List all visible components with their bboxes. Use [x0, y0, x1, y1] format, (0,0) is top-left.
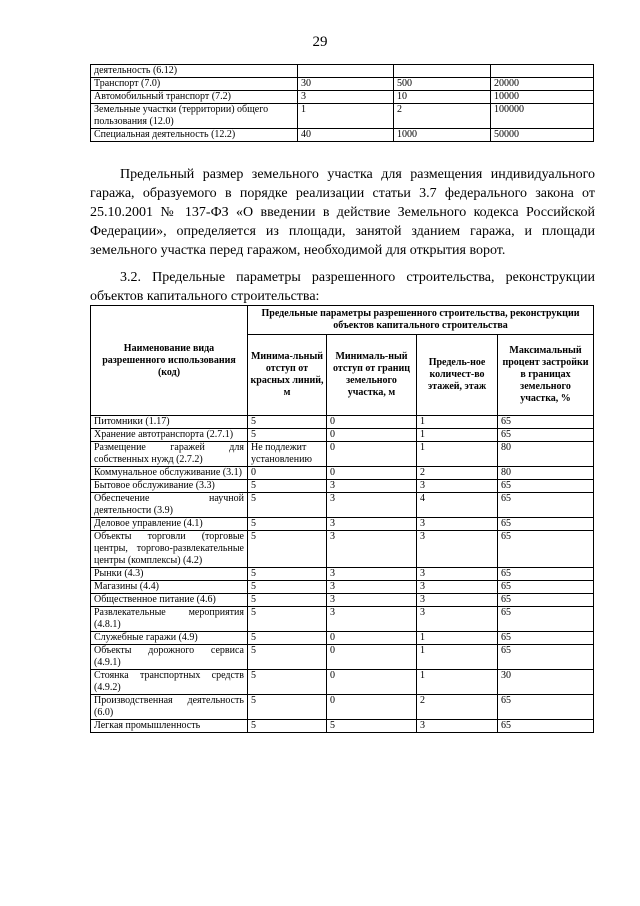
row-name-cell: Развлекательные мероприятия (4.8.1) [91, 607, 248, 632]
row-value-cell: 3 [417, 607, 498, 632]
row-value-cell: 10000 [491, 91, 594, 104]
table-row [91, 632, 594, 645]
row-value-cell: 0 [327, 467, 417, 480]
row-value-cell: 3 [417, 480, 498, 493]
row-value-cell: 3 [327, 480, 417, 493]
table-row [91, 493, 594, 518]
header-use-type: Наименование вида разрешенного использования (код) [91, 306, 248, 416]
row-value-cell [491, 65, 594, 78]
row-name-cell: деятельность (6.12) [91, 65, 298, 78]
row-value-cell: 30 [298, 78, 394, 91]
row-value-cell: 1 [417, 670, 498, 695]
row-value-cell: 65 [498, 416, 594, 429]
row-value-cell: 0 [327, 695, 417, 720]
row-value-cell: 1 [417, 416, 498, 429]
row-value-cell: 65 [498, 493, 594, 518]
row-value-cell: 0 [327, 429, 417, 442]
row-value-cell [394, 65, 491, 78]
row-value-cell: 5 [248, 416, 327, 429]
row-value-cell: 2 [394, 104, 491, 129]
table-row [91, 467, 594, 480]
row-value-cell: 30 [498, 670, 594, 695]
row-value-cell: 65 [498, 695, 594, 720]
top-table [90, 64, 594, 142]
parameters-table-body [91, 416, 594, 733]
row-value-cell: 5 [248, 531, 327, 568]
row-value-cell: 2 [417, 695, 498, 720]
row-name-cell: Легкая промышленность [91, 720, 248, 733]
row-name-cell: Стоянка транспортных средств (4.9.2) [91, 670, 248, 695]
row-name-cell: Деловое управление (4.1) [91, 518, 248, 531]
table-row [91, 429, 594, 442]
paragraph-section-3-2-text: 3.2. Предельные параметры разрешенного строительства, реконструкции объектов капитального строительства: [90, 270, 595, 304]
header-max-floors: Предель-ное количест-во этажей, этаж [417, 335, 498, 416]
row-value-cell: 0 [327, 442, 417, 467]
table-row [91, 594, 594, 607]
top-table-body [91, 65, 594, 142]
row-value-cell: 5 [248, 632, 327, 645]
row-value-cell: 1 [417, 632, 498, 645]
row-value-cell: 5 [248, 568, 327, 581]
row-value-cell: 65 [498, 581, 594, 594]
paragraph-section-3-2 [90, 268, 595, 306]
row-name-cell: Земельные участки (территории) общего пользования (12.0) [91, 104, 298, 129]
paragraph-garage-size [90, 165, 595, 260]
row-value-cell: 3 [327, 607, 417, 632]
row-name-cell: Размещение гаражей для собственных нужд (2.7.2) [91, 442, 248, 467]
row-name-cell: Магазины (4.4) [91, 581, 248, 594]
table-row [91, 581, 594, 594]
row-value-cell: 3 [327, 568, 417, 581]
table-row [91, 607, 594, 632]
header-parameters-group: Предельные параметры разрешенного строительства, реконструкции объектов капитального строительства [248, 306, 594, 335]
row-value-cell: 3 [327, 493, 417, 518]
row-value-cell: 65 [498, 568, 594, 581]
table-row [91, 442, 594, 467]
row-value-cell: 5 [248, 645, 327, 670]
row-name-cell: Коммунальное обслуживание (3.1) [91, 467, 248, 480]
row-value-cell: Не подлежит установлению [248, 442, 327, 467]
row-value-cell: 500 [394, 78, 491, 91]
header-max-coverage: Максимальный процент застройки в границах земельного участка, % [498, 335, 594, 416]
top-table-row [91, 91, 594, 104]
row-value-cell: 10 [394, 91, 491, 104]
row-value-cell: 5 [248, 695, 327, 720]
header-red-line-setback: Минима-льный отступ от красных линий, м [248, 335, 327, 416]
row-value-cell: 65 [498, 518, 594, 531]
row-value-cell: 3 [327, 518, 417, 531]
row-value-cell: 1 [298, 104, 394, 129]
row-value-cell: 3 [298, 91, 394, 104]
row-value-cell: 65 [498, 531, 594, 568]
row-value-cell: 0 [327, 416, 417, 429]
row-value-cell: 80 [498, 442, 594, 467]
table-row [91, 416, 594, 429]
row-name-cell: Объекты дорожного сервиса (4.9.1) [91, 645, 248, 670]
table-row [91, 531, 594, 568]
page-number: 29 [312, 34, 328, 50]
row-value-cell: 1 [417, 442, 498, 467]
paragraph-garage-size-text: Предельный размер земельного участка для размещения индивидуального гаража, образуемого в порядке реализации статьи 3.7 федерального закона от 25.10.2001 № 137-ФЗ «О введении в действие Земельного кодекса Российской Федерации», определяется из площади, занятой зданием гаража, и площади земельного участка перед гаражом, необходимой для открытия ворот. [90, 167, 595, 258]
row-value-cell: 65 [498, 594, 594, 607]
parameters-table [90, 305, 594, 733]
table-row [91, 568, 594, 581]
row-value-cell: 65 [498, 607, 594, 632]
table-row [91, 518, 594, 531]
row-value-cell: 1000 [394, 129, 491, 142]
row-name-cell: Автомобильный транспорт (7.2) [91, 91, 298, 104]
top-table-row [91, 104, 594, 129]
table-row [91, 645, 594, 670]
row-value-cell: 5 [248, 518, 327, 531]
row-value-cell: 5 [327, 720, 417, 733]
row-name-cell: Специальная деятельность (12.2) [91, 129, 298, 142]
table-row [91, 720, 594, 733]
row-value-cell: 3 [417, 568, 498, 581]
row-name-cell: Служебные гаражи (4.9) [91, 632, 248, 645]
row-value-cell: 65 [498, 645, 594, 670]
row-value-cell: 80 [498, 467, 594, 480]
row-value-cell: 5 [248, 581, 327, 594]
row-name-cell: Производственная деятельность (6.0) [91, 695, 248, 720]
row-name-cell: Транспорт (7.0) [91, 78, 298, 91]
row-name-cell: Рынки (4.3) [91, 568, 248, 581]
row-name-cell: Питомники (1.17) [91, 416, 248, 429]
row-value-cell: 0 [327, 670, 417, 695]
header-boundary-setback: Минималь-ный отступ от границ земельного участка, м [327, 335, 417, 416]
row-value-cell: 20000 [491, 78, 594, 91]
row-value-cell: 0 [327, 632, 417, 645]
top-table-row [91, 129, 594, 142]
table-row [91, 670, 594, 695]
row-value-cell: 50000 [491, 129, 594, 142]
row-value-cell: 65 [498, 632, 594, 645]
row-name-cell: Объекты торговли (торговые центры, торгово-развлекательные центры (комплексы) (4.2) [91, 531, 248, 568]
row-value-cell: 3 [417, 531, 498, 568]
row-value-cell: 3 [327, 531, 417, 568]
row-value-cell: 5 [248, 594, 327, 607]
row-value-cell: 3 [417, 594, 498, 607]
row-value-cell: 0 [327, 645, 417, 670]
row-name-cell: Общественное питание (4.6) [91, 594, 248, 607]
row-value-cell [298, 65, 394, 78]
row-value-cell: 3 [417, 720, 498, 733]
row-value-cell: 3 [417, 581, 498, 594]
row-name-cell: Бытовое обслуживание (3.3) [91, 480, 248, 493]
row-value-cell: 3 [327, 594, 417, 607]
row-value-cell: 5 [248, 493, 327, 518]
row-value-cell: 65 [498, 429, 594, 442]
row-value-cell: 5 [248, 607, 327, 632]
row-value-cell: 100000 [491, 104, 594, 129]
row-value-cell: 1 [417, 645, 498, 670]
top-table-row [91, 78, 594, 91]
row-value-cell: 4 [417, 493, 498, 518]
table-row [91, 480, 594, 493]
row-value-cell: 3 [327, 581, 417, 594]
row-value-cell: 5 [248, 429, 327, 442]
top-table-row [91, 65, 594, 78]
table-row [91, 695, 594, 720]
row-value-cell: 5 [248, 480, 327, 493]
row-name-cell: Хранение автотранспорта (2.7.1) [91, 429, 248, 442]
row-value-cell: 3 [417, 518, 498, 531]
row-value-cell: 5 [248, 670, 327, 695]
row-value-cell: 0 [248, 467, 327, 480]
row-value-cell: 2 [417, 467, 498, 480]
row-value-cell: 65 [498, 720, 594, 733]
row-value-cell: 5 [248, 720, 327, 733]
row-name-cell: Обеспечение научной деятельности (3.9) [91, 493, 248, 518]
row-value-cell: 40 [298, 129, 394, 142]
row-value-cell: 1 [417, 429, 498, 442]
row-value-cell: 65 [498, 480, 594, 493]
